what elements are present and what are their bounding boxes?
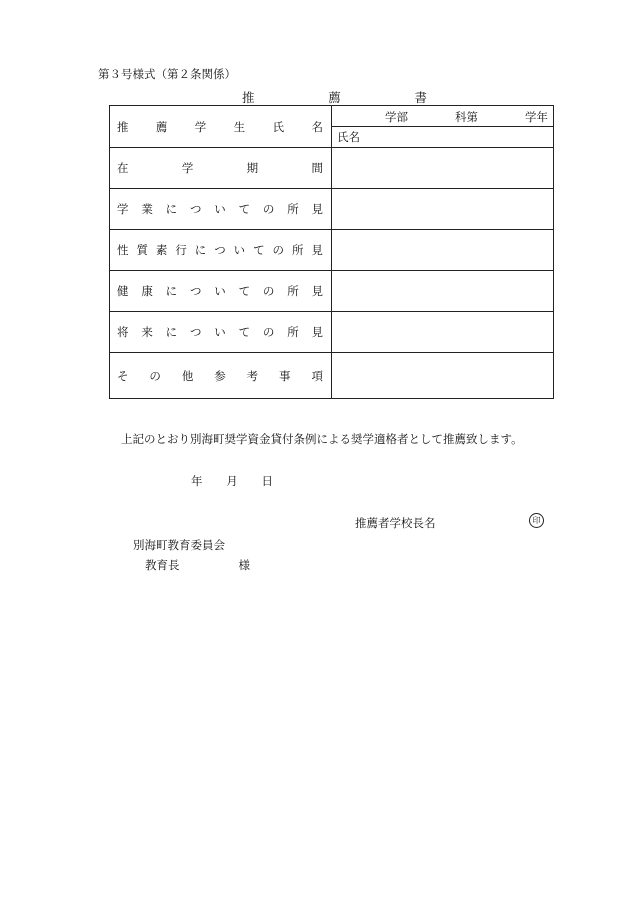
table-row [110,230,554,271]
label-char: 見 [311,325,323,339]
date-line [191,473,273,489]
recommendation-table [109,105,554,399]
label-char: 学 [181,161,194,175]
label-char: の [262,202,275,216]
label-char: 推 [117,119,129,134]
label-char: つ [189,325,202,339]
table-row [110,271,554,312]
row-label-cell [110,312,332,353]
row-label [110,324,331,340]
faculty-label: 学部 [385,110,408,124]
month-unit: 月 [226,474,238,488]
seal-mark: 印 [529,513,544,528]
label-char: 間 [311,161,323,175]
label-char: て [238,202,251,216]
label-char: 行 [175,243,187,257]
character-remarks-field[interactable] [332,230,554,271]
label-char: 項 [311,368,323,383]
label-char: 薦 [155,119,168,134]
table-row [110,353,554,399]
recommender-name-label: 推薦者学校長名 [355,516,436,530]
label-char: の [262,284,275,298]
label-char: い [214,325,226,339]
year-unit: 年 [191,474,203,488]
student-info-cell[interactable] [332,106,554,148]
label-char: つ [189,202,202,216]
addressee-honorific: 様 [238,558,250,572]
label-char: に [165,284,178,298]
academic-remarks-field[interactable] [332,189,554,230]
label-char: 参 [214,368,226,383]
title-char: 薦 [328,90,341,105]
title-char: 書 [414,90,427,105]
row-label-cell [110,271,332,312]
label-char: 業 [141,202,153,216]
department-label: 科第 [455,110,478,124]
row-label [110,119,331,135]
name-line [332,127,553,147]
label-char: 将 [117,325,129,339]
label-char: 生 [233,119,246,134]
label-char: つ [214,243,226,257]
addressee-line [145,557,250,573]
row-label [110,242,331,258]
label-char: 素 [155,243,168,257]
recommendation-statement: 上記のとおり別海町奨学資金貸付条例による奨学適格者として推薦致します。 [121,432,523,446]
school-line [332,106,553,127]
label-char: に [165,202,178,216]
label-char: 所 [287,202,299,216]
name-label: 氏名 [337,130,360,144]
label-char: い [214,284,226,298]
label-char: て [238,284,251,298]
label-char: い [233,243,246,257]
label-char: 氏 [272,119,285,134]
label-char: 見 [311,202,323,216]
label-char: 学 [117,202,129,216]
label-char: 見 [311,284,323,298]
row-label [110,283,331,299]
row-label [110,368,331,384]
title-char: 推 [242,90,255,105]
label-char: 来 [141,325,153,339]
label-char: 事 [279,368,291,383]
label-char: 康 [141,284,153,298]
table-row [110,148,554,189]
label-char: に [194,243,207,257]
table-row [110,189,554,230]
addressee-title: 教育長 [145,558,180,572]
label-char: 他 [181,368,194,383]
row-label [110,201,331,217]
table-row [110,106,554,148]
label-char: の [262,325,275,339]
addressee-board: 別海町教育委員会 [133,538,225,552]
day-unit: 日 [261,474,273,488]
label-char: 期 [246,161,259,175]
document-title [242,88,427,106]
health-remarks-field[interactable] [332,271,554,312]
label-char: そ [117,368,129,383]
label-char: 名 [311,119,323,134]
future-remarks-field[interactable] [332,312,554,353]
row-label-cell [110,230,332,271]
row-label-cell [110,106,332,148]
year-label: 学年 [525,110,548,124]
row-label-cell [110,189,332,230]
label-char: 質 [136,243,148,257]
label-char: 健 [117,284,129,298]
label-char: の [149,368,161,383]
label-char: い [214,202,226,216]
label-char: に [165,325,178,339]
label-char: つ [189,284,202,298]
label-char: 考 [246,368,259,383]
other-notes-field[interactable] [332,353,554,399]
label-char: 性 [117,243,129,257]
table-row [110,312,554,353]
label-char: の [272,243,284,257]
row-label-cell [110,148,332,189]
form-number: 第３号様式（第２条関係） [98,67,236,81]
row-label-cell [110,353,332,399]
label-char: て [238,325,251,339]
label-char: 見 [311,243,323,257]
label-char: 所 [287,284,299,298]
enrollment-period-field[interactable] [332,148,554,189]
label-char: 所 [287,325,299,339]
label-char: 学 [194,119,207,134]
label-char: 在 [117,161,129,175]
label-char: て [253,243,265,257]
row-label [110,160,331,176]
label-char: 所 [291,243,304,257]
